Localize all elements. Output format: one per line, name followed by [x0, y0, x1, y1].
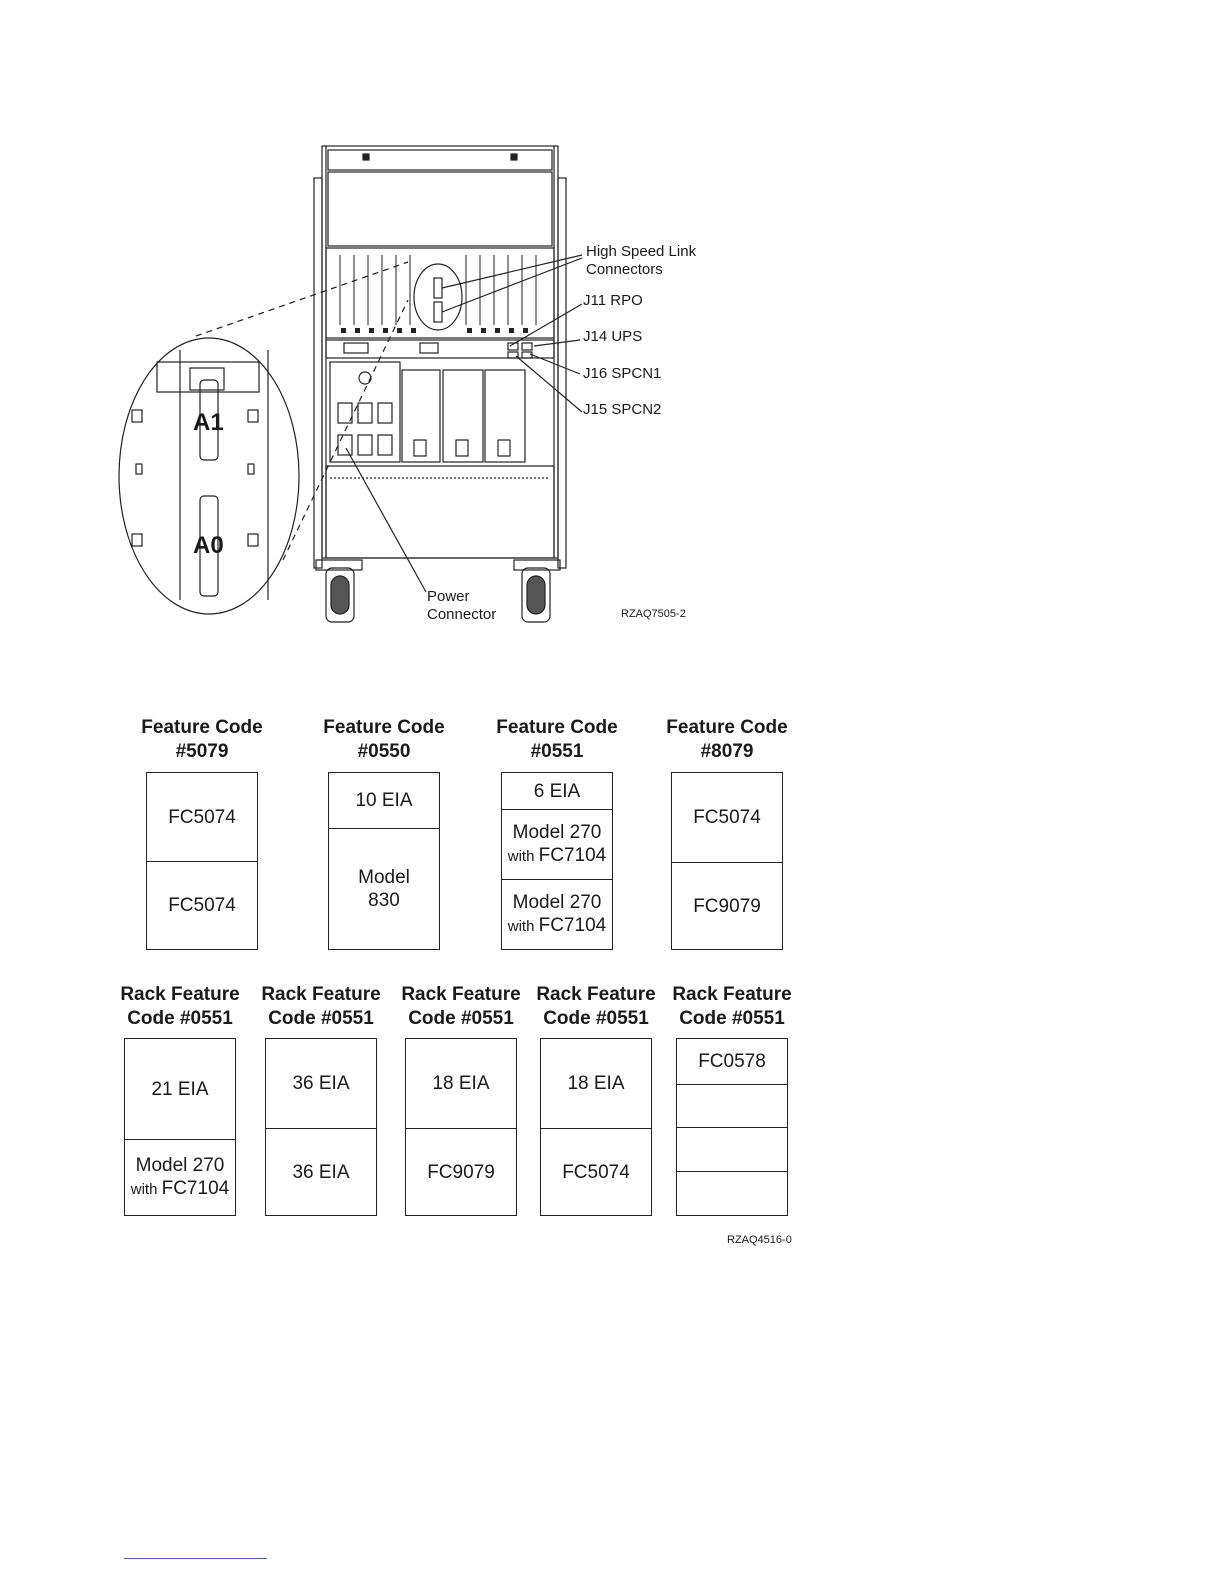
j16-spcn1-label: J16 SPCN1 — [583, 365, 662, 382]
j15-spcn2-label: J15 SPCN2 — [583, 401, 662, 418]
cell-text: 21 EIA — [151, 1078, 209, 1100]
detail-a1-label: A1 — [193, 409, 224, 436]
feature-code-config-cell — [672, 773, 782, 862]
rack-feature-code-config-box — [124, 1038, 236, 1216]
feature-code-heading-line: #0550 — [357, 741, 411, 762]
cell-text-feature: FC7104 — [538, 845, 607, 866]
power-connector-label: Power Connector — [427, 588, 497, 623]
rack-feature-code-config-cell — [125, 1039, 235, 1139]
cell-text: Model — [358, 867, 410, 888]
feature-code-config-cell — [329, 773, 439, 828]
feature-code-config-box — [501, 772, 613, 950]
figure-id-rear-view: RZAQ7505-2 — [621, 608, 686, 620]
rack-feature-code-config-box — [405, 1038, 517, 1216]
j11-rpo-label: J11 RPO — [583, 292, 643, 309]
cell-text: Model 270 — [512, 892, 602, 913]
feature-code-config-cell — [502, 773, 612, 809]
cell-text: 36 EIA — [292, 1073, 350, 1094]
rack-feature-code-config-cell — [266, 1039, 376, 1128]
rack-feature-code-heading-line: Code #0551 — [543, 1008, 649, 1029]
feature-code-heading-line: Feature Code — [141, 717, 263, 738]
cell-text: FC0578 — [698, 1051, 766, 1072]
rack-feature-code-heading-line: Code #0551 — [408, 1008, 514, 1029]
cell-text: 6 EIA — [533, 780, 581, 802]
figure-id-configurations: RZAQ4516-0 — [727, 1234, 792, 1246]
cell-text: 36 EIA — [292, 1161, 350, 1183]
feature-code-config-box — [146, 772, 258, 950]
rack-feature-code-heading-line: Rack Feature — [120, 984, 240, 1005]
cell-text: 830 — [368, 890, 400, 911]
cell-text-with: with — [130, 1181, 162, 1198]
rack-feature-code-config-box — [265, 1038, 377, 1216]
rack-feature-code-config-cell — [541, 1128, 651, 1215]
feature-code-config-cell — [502, 879, 612, 949]
feature-code-heading-line: Feature Code — [666, 717, 788, 738]
rack-feature-code-config-cell — [677, 1039, 787, 1084]
rack-feature-code-config-box — [676, 1038, 788, 1216]
rack-feature-code-config-cell — [125, 1139, 235, 1215]
cell-text: 18 EIA — [432, 1073, 490, 1094]
feature-code-heading — [647, 716, 807, 764]
rack-feature-code-heading-line: Rack Feature — [672, 984, 792, 1005]
feature-code-config-box — [328, 772, 440, 950]
feature-code-heading-line: #8079 — [700, 741, 754, 762]
cell-text: FC9079 — [427, 1161, 495, 1183]
feature-code-heading-line: #5079 — [175, 741, 229, 762]
feature-code-config-cell — [502, 809, 612, 879]
cell-text: FC5074 — [168, 806, 236, 828]
rack-feature-code-heading-line: Code #0551 — [679, 1008, 785, 1029]
cell-text: FC5074 — [562, 1161, 630, 1183]
cell-text-with: with — [507, 918, 539, 935]
rack-feature-code-config-cell — [677, 1171, 787, 1215]
feature-code-heading — [304, 716, 464, 764]
feature-code-heading — [477, 716, 637, 764]
feature-code-heading-line: Feature Code — [323, 717, 445, 738]
hsl-connectors-label: High Speed Link Connectors — [586, 243, 697, 278]
cell-text: Model 270 — [512, 822, 602, 843]
rack-feature-code-heading-line: Code #0551 — [127, 1008, 233, 1029]
cell-text: Model 270 — [135, 1155, 225, 1176]
feature-code-config-cell — [147, 861, 257, 949]
rack-feature-code-config-cell — [266, 1128, 376, 1215]
rack-feature-code-config-cell — [406, 1128, 516, 1215]
footer-rule — [124, 1558, 267, 1559]
feature-code-config-cell — [147, 773, 257, 861]
cell-text — [508, 914, 606, 938]
feature-code-config-cell — [329, 828, 439, 949]
cell-text: 18 EIA — [567, 1073, 625, 1094]
cell-text-with: with — [507, 848, 539, 865]
rack-feature-code-heading — [241, 983, 401, 1031]
j14-ups-label: J14 UPS — [583, 328, 643, 345]
rack-feature-code-config-box — [540, 1038, 652, 1216]
feature-code-config-box — [671, 772, 783, 950]
feature-code-heading-line: Feature Code — [496, 717, 618, 738]
detail-a0-label: A0 — [193, 532, 224, 559]
cell-text — [131, 1177, 229, 1201]
cell-text: FC9079 — [693, 895, 761, 917]
rack-feature-code-heading-line: Rack Feature — [536, 984, 656, 1005]
rack-feature-code-config-cell — [406, 1039, 516, 1128]
rack-feature-code-heading-line: Rack Feature — [261, 984, 381, 1005]
rack-feature-code-config-cell — [677, 1127, 787, 1171]
rack-feature-code-heading-line: Rack Feature — [401, 984, 521, 1005]
rack-feature-code-config-cell — [677, 1084, 787, 1127]
rack-feature-code-config-cell — [541, 1039, 651, 1128]
cell-text: FC5074 — [693, 807, 761, 828]
rack-feature-code-heading-line: Code #0551 — [268, 1008, 374, 1029]
feature-code-config-cell — [672, 862, 782, 949]
feature-code-heading — [122, 716, 282, 764]
feature-code-heading-line: #0551 — [530, 741, 584, 762]
cell-text-feature: FC7104 — [161, 1178, 230, 1199]
cell-text: 10 EIA — [355, 790, 413, 811]
rack-feature-code-heading — [652, 983, 812, 1031]
cell-text-feature: FC7104 — [538, 915, 607, 936]
cell-text: FC5074 — [168, 895, 236, 916]
rack-feature-code-heading — [100, 983, 260, 1031]
cell-text — [508, 844, 606, 868]
